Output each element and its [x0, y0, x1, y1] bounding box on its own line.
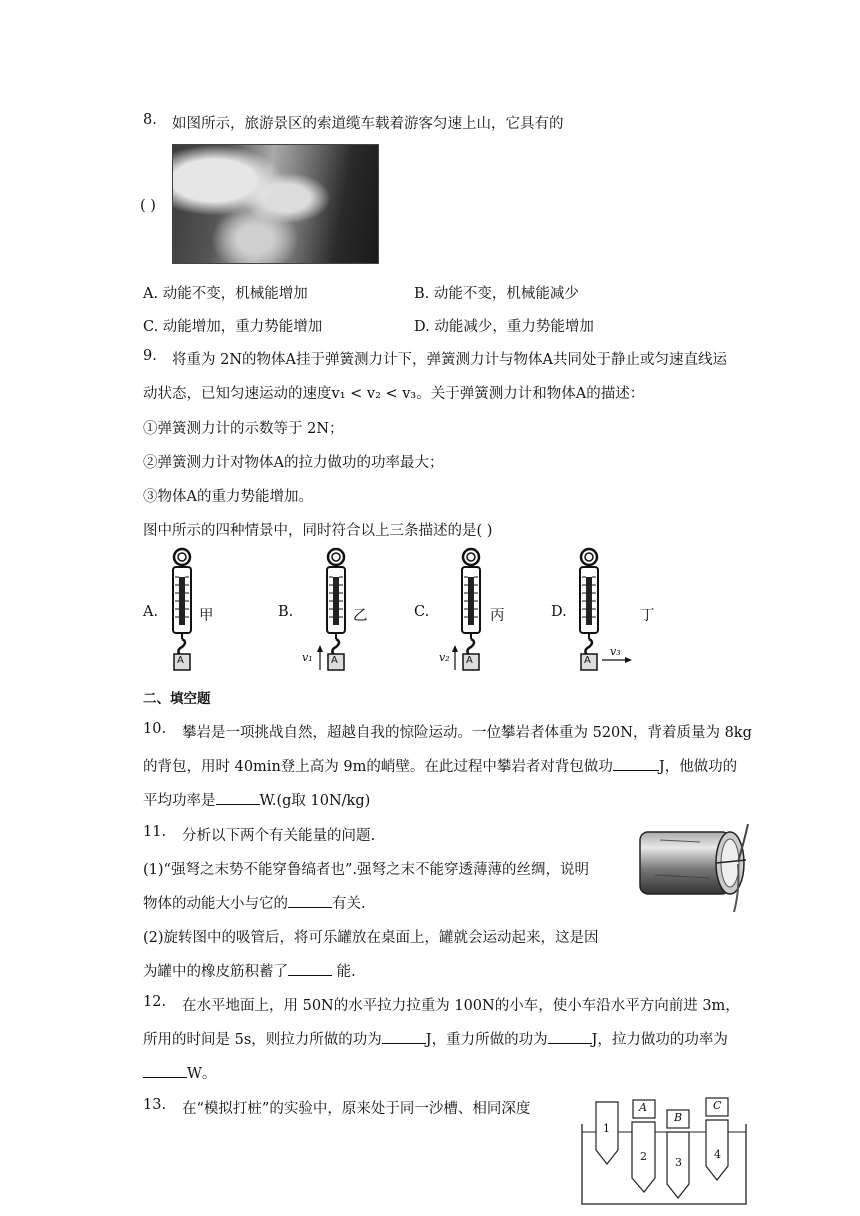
- q9-option-b-letter: B.: [278, 604, 294, 620]
- q11-part2-line1: (2)旋转图中的吸管后，将可乐罐放在桌面上，罐就会运动起来，这是因: [143, 930, 599, 946]
- weight-a1: A: [177, 655, 184, 666]
- q11-part2-line2: [143, 960, 356, 981]
- q8-option-d-text: 动能减少，重力势能增加: [434, 319, 594, 335]
- q11-part2-end: 能.: [332, 964, 356, 980]
- q10-blank-work[interactable]: [613, 756, 659, 771]
- q8-option-b-text: 动能不变，机械能减少: [433, 286, 579, 302]
- q9-item-1: ①弹簧测力计的示数等于 2N；: [143, 421, 344, 437]
- q8-option-a-text: 动能不变，机械能增加: [162, 286, 308, 302]
- q9-item-3: ③物体A的重力势能增加。: [143, 489, 313, 505]
- q13-number: 13.: [143, 1097, 167, 1113]
- q10-line2-text: 的背包，用时 40min登上高为 9m的峭壁。在此过程中攀岩者对背包做功: [143, 759, 613, 775]
- velocity-v2: v₂: [439, 651, 450, 664]
- q12-line2-mid: J，重力所做的功为: [425, 1032, 548, 1048]
- q10-line2: [143, 755, 737, 776]
- q11-stem: 分析以下两个有关能量的问题.: [182, 828, 376, 844]
- q11-part1-end: 有关.: [332, 896, 366, 912]
- q9-option-d-letter: D.: [551, 604, 567, 620]
- q10-line1: 攀岩是一项挑战自然，超越自我的惊险运动。一位攀岩者体重为 520N，背着质量为 8kg: [182, 725, 752, 741]
- q11-blank-2[interactable]: [288, 961, 332, 976]
- weight-a4: A: [584, 655, 591, 666]
- q10-line2-unit: J，他做功的: [658, 759, 738, 775]
- q12-line2: [143, 1028, 728, 1049]
- q11-part2-text: 为罐中的橡皮筋积蓄了: [143, 964, 288, 980]
- pile-label-3: 3: [675, 1156, 682, 1169]
- q8-option-b: [414, 282, 579, 303]
- q9-item-2: ②弹簧测力计对物体A的拉力做功的功率最大；: [143, 455, 444, 471]
- q9-option-a-letter: A.: [143, 604, 159, 620]
- q8-option-d: [414, 315, 594, 336]
- velocity-v1: v₁: [302, 651, 313, 664]
- q8-option-c-letter: C.: [143, 319, 159, 335]
- q9-option-d-caption: 丁: [640, 608, 655, 624]
- pile-label-2: 2: [640, 1150, 647, 1163]
- q12-blank-gravity-work[interactable]: [548, 1029, 592, 1044]
- weight-a2: A: [331, 655, 338, 666]
- q12-line3: [143, 1062, 216, 1083]
- q9-option-a-caption: 甲: [199, 608, 214, 624]
- q11-blank-1[interactable]: [288, 893, 332, 908]
- q9-number: 9.: [143, 348, 157, 364]
- q11-part1-text: 物体的动能大小与它的: [143, 896, 288, 912]
- q8-option-d-letter: D.: [414, 319, 430, 335]
- q12-blank-power[interactable]: [143, 1063, 187, 1078]
- pile-driving-figure: [578, 1092, 750, 1210]
- q8-number: 8.: [143, 112, 157, 128]
- q12-number: 12.: [143, 994, 167, 1010]
- q13-stem: 在“模拟打桩”的实验中，原来处于同一沙槽、相同深度: [182, 1101, 531, 1117]
- q11-part1-line2: [143, 892, 366, 913]
- q8-option-c: [143, 315, 322, 336]
- weight-label-b: B: [674, 1111, 683, 1124]
- q9-line1: 将重为 2N的物体A挂于弹簧测力计下，弹簧测力计与物体A共同处于静止或匀速直线运: [172, 352, 727, 368]
- weight-label-c: C: [713, 1099, 722, 1112]
- q10-line3-unit: W.(g取 10N/kg): [259, 793, 371, 809]
- q8-option-b-letter: B.: [414, 286, 430, 302]
- q10-line3: [143, 789, 370, 810]
- q9-prompt: 图中所示的四种情景中，同时符合以上三条描述的是( ): [143, 523, 493, 539]
- q8-option-a: [143, 282, 308, 303]
- q10-blank-power[interactable]: [216, 790, 260, 805]
- q10-number: 10.: [143, 721, 167, 737]
- weight-a3: A: [466, 655, 473, 666]
- q12-line2-end: J，拉力做功的功率为: [591, 1032, 728, 1048]
- q8-option-a-letter: A.: [143, 286, 159, 302]
- cola-can-figure: [630, 820, 760, 914]
- pile-label-4: 4: [714, 1148, 721, 1161]
- weight-label-a: A: [639, 1101, 647, 1114]
- q12-line1: 在水平地面上，用 50N的水平拉力拉重为 100N的小车，使小车沿水平方向前进 3m，: [182, 998, 740, 1014]
- q8-stem: 如图所示，旅游景区的索道缆车载着游客匀速上山，它具有的: [172, 116, 564, 132]
- q9-option-c-caption: 丙: [490, 608, 505, 624]
- cable-car-photo: [172, 144, 379, 264]
- q9-line2: 动状态，已知匀速运动的速度v₁ < v₂ < v₃。关于弹簧测力计和物体A的描述：: [143, 386, 645, 402]
- pile-label-1: 1: [603, 1122, 610, 1135]
- q12-line2-text: 所用的时间是 5s，则拉力所做的功为: [143, 1032, 382, 1048]
- q9-option-b-caption: 乙: [353, 608, 368, 624]
- section-title: 二、填空题: [143, 691, 211, 707]
- q11-part1-line1: (1)“强弩之末势不能穿鲁缟者也”.强弩之末不能穿透薄薄的丝绸，说明: [143, 862, 589, 878]
- q10-line3-text: 平均功率是: [143, 793, 216, 809]
- q12-line3-unit: W。: [187, 1066, 217, 1082]
- velocity-v3: v₃: [610, 645, 621, 658]
- q8-answer-paren: ( ): [140, 198, 156, 214]
- q9-option-c-letter: C.: [414, 604, 430, 620]
- q11-number: 11.: [143, 824, 167, 840]
- spring-scale-figures: [140, 545, 660, 675]
- q12-blank-pull-work[interactable]: [382, 1029, 426, 1044]
- q8-option-c-text: 动能增加，重力势能增加: [162, 319, 323, 335]
